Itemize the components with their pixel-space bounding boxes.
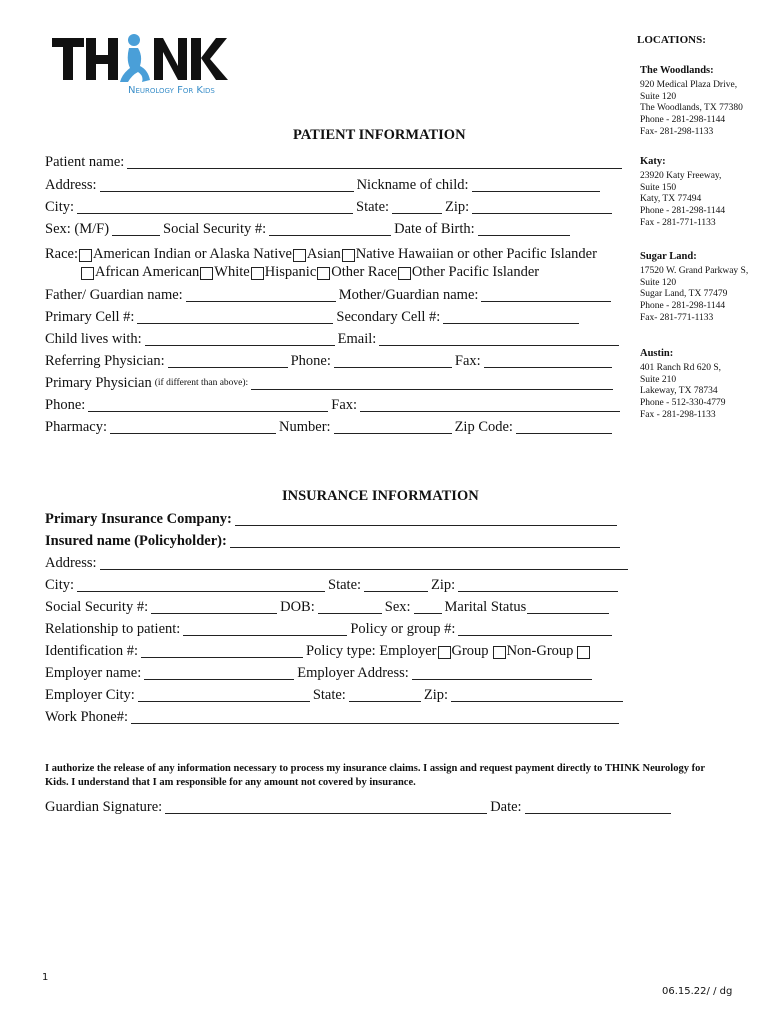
race-row-2 <box>80 263 539 281</box>
ins-ssn-row <box>45 598 612 616</box>
primary-cell-field[interactable] <box>137 309 333 324</box>
email-field[interactable] <box>379 331 619 346</box>
physician-phone-field[interactable] <box>88 397 328 412</box>
pharmacy-field[interactable] <box>110 419 276 434</box>
location-line: Lakeway, TX 78734 <box>640 386 718 397</box>
field-label: Patient name: <box>45 154 125 170</box>
field-label: Fax: <box>454 353 481 369</box>
logo-subtitle: Neurology For Kids <box>128 85 215 96</box>
location-line: Suite 120 <box>640 91 677 102</box>
logo <box>50 30 240 105</box>
race-option: Hispanic <box>264 264 317 280</box>
signature-row <box>45 798 674 816</box>
field-label: Fax: <box>331 397 358 413</box>
race-checkbox[interactable] <box>398 267 411 280</box>
patient-name-row <box>45 153 625 171</box>
location-line: Sugar Land, TX 77479 <box>640 289 728 300</box>
insured-name-field[interactable] <box>230 533 620 548</box>
race-checkbox[interactable] <box>293 249 306 262</box>
field-label: Child lives with: <box>45 331 142 347</box>
relationship-field[interactable] <box>183 621 347 636</box>
location-austin <box>640 348 726 422</box>
zip-field[interactable] <box>472 199 612 214</box>
identification-field[interactable] <box>141 643 303 658</box>
field-label: City: <box>45 577 75 593</box>
ins-dob-field[interactable] <box>318 599 382 614</box>
location-sugar-land <box>640 251 748 325</box>
referring-row <box>45 352 615 370</box>
field-label: Guardian Signature: <box>45 799 163 815</box>
field-label: Primary Physician <box>45 375 152 391</box>
primary-physician-row <box>45 374 616 392</box>
location-line: Fax- 281-771-1133 <box>640 312 714 323</box>
race-option: Native Hawaiian or other Pacific Islander <box>355 246 597 262</box>
field-label: Social Security #: <box>163 221 267 237</box>
field-label: State: <box>356 199 390 215</box>
field-label: DOB: <box>280 599 315 615</box>
think-logo-icon <box>50 30 240 90</box>
location-name: Sugar Land: <box>640 251 697 262</box>
insurance-section-title: INSURANCE INFORMATION <box>282 488 479 504</box>
field-label: Secondary Cell #: <box>336 309 441 325</box>
insurance-company-field[interactable] <box>235 511 617 526</box>
patient-name-field[interactable] <box>127 154 622 169</box>
field-note: (if different than above): <box>154 378 249 388</box>
location-line: Suite 120 <box>640 277 677 288</box>
dob-field[interactable] <box>478 221 570 236</box>
employer-name-field[interactable] <box>144 665 294 680</box>
authorization-text: I authorize the release of any information necessary to process my insurance claims. I assign and request payment directly to THINK Neurology for Kids. I understand that I am responsible for any amount not covered by insurance. <box>45 763 705 788</box>
field-label: Policy type: Employer <box>306 643 437 659</box>
signature-field[interactable] <box>165 799 487 814</box>
location-line: Fax - 281-298-1133 <box>640 409 716 420</box>
footer-code: 06.15.22/ / dg <box>662 986 733 997</box>
location-name: The Woodlands: <box>640 65 714 76</box>
field-label: Primary Cell #: <box>45 309 135 325</box>
locations-heading: LOCATIONS: <box>637 34 706 46</box>
secondary-cell-field[interactable] <box>443 309 579 324</box>
field-label: Zip: <box>445 199 470 215</box>
employer-zip-field[interactable] <box>451 687 623 702</box>
policy-non-group-checkbox[interactable] <box>577 646 590 659</box>
field-label: Referring Physician: <box>45 353 165 369</box>
ins-sex-field[interactable] <box>414 599 442 614</box>
field-label: Zip: <box>423 687 449 703</box>
guardians-row <box>45 286 614 304</box>
field-label: Group <box>451 643 489 659</box>
lives-with-row <box>45 330 622 348</box>
address-row <box>45 176 603 194</box>
field-label: Race: <box>45 246 79 262</box>
field-label: Employer Address: <box>297 665 409 681</box>
field-label: Address: <box>45 177 97 193</box>
relationship-row <box>45 620 615 638</box>
pharmacy-zip-field[interactable] <box>516 419 612 434</box>
field-label: Marital Status <box>444 599 527 615</box>
mother-field[interactable] <box>481 287 611 302</box>
employer-city-row <box>45 686 626 704</box>
location-line: Phone - 281-298-1144 <box>640 115 726 126</box>
employer-state-field[interactable] <box>349 687 421 702</box>
location-name: Austin: <box>640 348 674 359</box>
location-line: 401 Ranch Rd 620 S, <box>640 362 722 373</box>
location-line: Phone - 281-298-1144 <box>640 301 726 312</box>
location-line: Katy, TX 77494 <box>640 194 702 205</box>
sex-field[interactable] <box>112 221 160 236</box>
referring-phone-field[interactable] <box>334 353 452 368</box>
field-label: Sex: <box>384 599 411 615</box>
race-checkbox[interactable] <box>200 267 213 280</box>
primary-physician-field[interactable] <box>251 375 613 390</box>
race-option: American Indian or Alaska Native <box>93 246 292 262</box>
physician-fax-field[interactable] <box>360 397 620 412</box>
field-label: Zip: <box>431 577 456 593</box>
policy-employer-checkbox[interactable] <box>438 646 451 659</box>
location-name: Katy: <box>640 156 666 167</box>
field-label: Number: <box>279 419 331 435</box>
field-label: Zip Code: <box>454 419 513 435</box>
location-line: Phone - 281-298-1144 <box>640 206 726 217</box>
race-checkbox[interactable] <box>81 267 94 280</box>
ins-address-row <box>45 554 631 572</box>
field-label: Insured name (Policyholder): <box>45 533 227 549</box>
ins-state-field[interactable] <box>364 577 428 592</box>
field-label: City: <box>45 199 75 215</box>
field-label: Non-Group <box>506 643 574 659</box>
ssn-field[interactable] <box>269 221 391 236</box>
employer-row <box>45 664 595 682</box>
race-checkbox[interactable] <box>317 267 330 280</box>
location-line: Fax- 281-298-1133 <box>640 126 714 137</box>
field-label: Date of Birth: <box>394 221 475 237</box>
work-phone-field[interactable] <box>131 709 619 724</box>
field-label: State: <box>328 577 362 593</box>
race-option: African American <box>95 264 200 280</box>
location-line: Suite 150 <box>640 182 677 193</box>
location-woodlands <box>640 65 743 139</box>
sex-row <box>45 220 573 238</box>
race-checkbox[interactable] <box>342 249 355 262</box>
field-label: Employer City: <box>45 687 135 703</box>
referring-fax-field[interactable] <box>484 353 612 368</box>
field-label: Social Security #: <box>45 599 149 615</box>
field-label: Employer name: <box>45 665 142 681</box>
field-label: Pharmacy: <box>45 419 108 435</box>
location-katy <box>640 156 725 230</box>
field-label: Address: <box>45 555 97 571</box>
field-label: State: <box>312 687 346 703</box>
policy-group-field[interactable] <box>458 621 612 636</box>
race-row-1 <box>45 245 597 263</box>
employer-address-field[interactable] <box>412 665 592 680</box>
location-line: 17520 W. Grand Parkway S, <box>640 265 749 276</box>
field-label: Relationship to patient: <box>45 621 181 637</box>
location-line: 23920 Katy Freeway, <box>640 170 722 181</box>
cell-row <box>45 308 582 326</box>
referring-field[interactable] <box>168 353 288 368</box>
ins-marital-field[interactable] <box>527 599 609 614</box>
ins-zip-field[interactable] <box>458 577 618 592</box>
field-label: Email: <box>337 331 377 347</box>
race-option: White <box>214 264 250 280</box>
lives-with-field[interactable] <box>145 331 335 346</box>
work-phone-row <box>45 708 622 726</box>
field-label: Date: <box>490 799 522 815</box>
ins-address-field[interactable] <box>100 555 628 570</box>
employer-city-field[interactable] <box>138 687 310 702</box>
location-line: Fax - 281-771-1133 <box>640 217 716 228</box>
field-label: Work Phone#: <box>45 709 129 725</box>
field-label: Primary Insurance Company: <box>45 511 232 527</box>
signature-date-field[interactable] <box>525 799 671 814</box>
location-line: Phone - 512-330-4779 <box>640 398 726 409</box>
race-option: Other Race <box>331 264 397 280</box>
location-line: The Woodlands, TX 77380 <box>640 103 743 114</box>
pharmacy-row <box>45 418 615 436</box>
location-line: Suite 210 <box>640 374 677 385</box>
ins-city-field[interactable] <box>77 577 325 592</box>
field-label: Phone: <box>290 353 331 369</box>
city-row <box>45 198 615 216</box>
field-label: Sex: (M/F) <box>45 221 110 237</box>
ins-city-row <box>45 576 621 594</box>
address-field[interactable] <box>100 177 354 192</box>
insurance-company-row <box>45 510 620 528</box>
identification-row <box>45 642 591 660</box>
policy-group-checkbox[interactable] <box>493 646 506 659</box>
field-label: Nickname of child: <box>356 177 469 193</box>
race-checkbox[interactable] <box>251 267 264 280</box>
race-checkbox[interactable] <box>79 249 92 262</box>
city-field[interactable] <box>77 199 353 214</box>
state-field[interactable] <box>392 199 442 214</box>
page-number: 1 <box>42 972 49 983</box>
insured-name-row <box>45 532 623 550</box>
field-label: Policy or group #: <box>350 621 456 637</box>
race-option: Asian <box>306 246 341 262</box>
patient-section-title: PATIENT INFORMATION <box>293 127 466 143</box>
location-line: 920 Medical Plaza Drive, <box>640 79 738 90</box>
ins-ssn-field[interactable] <box>151 599 277 614</box>
field-label: Identification #: <box>45 643 139 659</box>
father-field[interactable] <box>186 287 336 302</box>
field-label: Mother/Guardian name: <box>338 287 479 303</box>
pharmacy-number-field[interactable] <box>334 419 452 434</box>
physician-phone-row <box>45 396 623 414</box>
race-option: Other Pacific Islander <box>411 264 540 280</box>
field-label: Father/ Guardian name: <box>45 287 183 303</box>
field-label: Phone: <box>45 397 86 413</box>
nickname-field[interactable] <box>472 177 600 192</box>
